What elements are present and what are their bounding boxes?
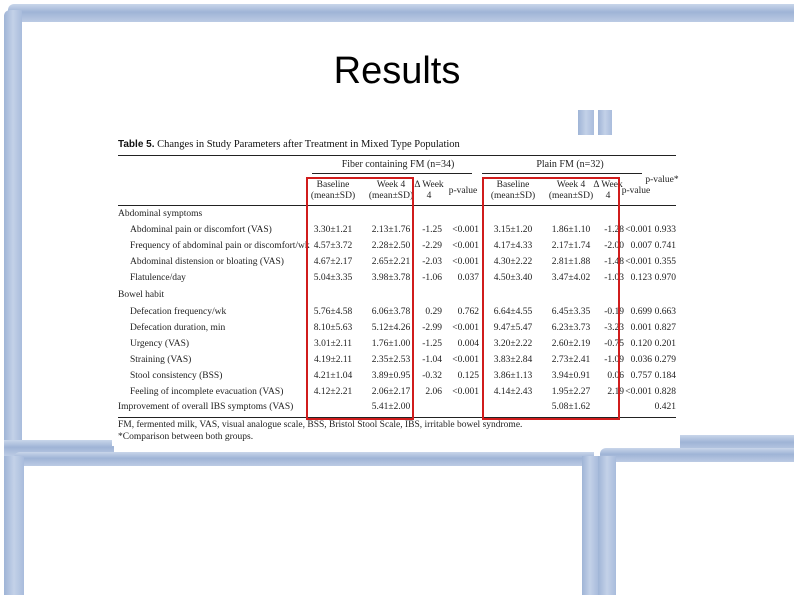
col-header-f-delta: Δ Week 4 <box>414 180 444 201</box>
footnote-comparison: *Comparison between both groups. <box>118 432 254 442</box>
slide-title: Results <box>333 50 461 92</box>
frame-bottom-divider <box>582 456 598 595</box>
table-row: Improvement of overall IBS symptoms (VAS) 5.41±2.00 5.08±1.62 0.421 <box>118 402 676 412</box>
col-header-f-baseline: Baseline (mean±SD) <box>310 180 356 201</box>
table-caption <box>118 139 460 150</box>
table-row: Frequency of abdominal pain or discomfort/wk 4.57±3.72 2.28±2.50 -2.29 <0.001 4.17±4.33 2.17±1.74 -2.00 0.007 0.741 <box>130 241 676 251</box>
frame-bottom-left-side <box>4 456 24 595</box>
table-row: Abdominal distension or bloating (VAS) 4.67±2.17 2.65±2.21 -2.03 <0.001 4.30±2.22 2.81±1.88 -1.48 <0.001 0.355 <box>130 257 676 267</box>
frame-bottom-right-side <box>598 456 616 595</box>
section-label-bowel: Bowel habit <box>118 290 165 300</box>
rule-group-plain <box>482 173 642 174</box>
table-row: Feeling of incomplete evacuation (VAS) 4.12±2.21 2.06±2.17 2.06 <0.001 4.14±2.43 1.95±2.27 2.19 <0.001 0.828 <box>130 387 676 397</box>
col-header-pvalue-star: p-value* <box>645 175 679 185</box>
col-header-p-baseline: Baseline (mean±SD) <box>490 180 536 201</box>
table-row: Stool consistency (BSS) 4.21±1.04 3.89±0.95 -0.32 0.125 3.86±1.13 3.94±0.91 0.06 0.757 0.184 <box>130 371 676 381</box>
section-label-abdominal: Abdominal symptoms <box>118 209 203 219</box>
table-caption-label: Table 5. <box>118 139 155 150</box>
group-header-plain: Plain FM (n=32) <box>536 159 604 170</box>
group-header-fiber: Fiber containing FM (n=34) <box>341 159 455 170</box>
table-row: Abdominal pain or discomfort (VAS) 3.30±1.21 2.13±1.76 -1.25 <0.001 3.15±1.20 1.86±1.10 -1.28 <0.001 0.933 <box>130 225 676 235</box>
footnote-abbrev: FM, fermented milk, VAS, visual analogue scale, BSS, Bristol Stool Scale, IBS, irritable bowel syndrome. <box>118 420 523 430</box>
table-row: Urgency (VAS) 3.01±2.11 1.76±1.00 -1.25 0.004 3.20±2.22 2.60±2.19 -0.75 0.120 0.201 <box>130 339 676 349</box>
table-row: Flatulence/day 5.04±3.35 3.98±3.78 -1.06 0.037 4.50±3.40 3.47±4.02 -1.03 0.123 0.970 <box>130 273 676 283</box>
rule-group-fiber <box>312 173 472 174</box>
highlight-box-plain <box>482 177 620 420</box>
table-caption-text: Changes in Study Parameters after Treatment in Mixed Type Population <box>154 139 460 150</box>
results-table <box>112 135 680 446</box>
table-row: Defecation duration, min 8.10±5.63 5.12±4.26 -2.99 <0.001 9.47±5.47 6.23±3.73 -3.23 0.001 0.827 <box>130 323 676 333</box>
col-header-f-pvalue: p-value <box>448 186 478 196</box>
col-header-f-week4: Week 4 (mean±SD) <box>368 180 414 201</box>
col-header-p-delta: Δ Week 4 <box>593 180 623 201</box>
table-row: Straining (VAS) 4.19±2.11 2.35±2.53 -1.04 <0.001 3.83±2.84 2.73±2.41 -1.09 0.036 0.279 <box>130 355 676 365</box>
col-header-p-pvalue: p-value <box>621 186 651 196</box>
frame-bottom-left-top <box>14 452 594 466</box>
frame-top-bar <box>8 4 794 22</box>
frame-bottom-right-top <box>600 448 794 462</box>
table-row: Defecation frequency/wk 5.76±4.58 6.06±3.78 0.29 0.762 6.64±4.55 6.45±3.35 -0.19 0.699 0.663 <box>130 307 676 317</box>
col-header-p-week4: Week 4 (mean±SD) <box>548 180 594 201</box>
rule-top <box>118 155 676 156</box>
highlight-box-fiber <box>306 177 414 420</box>
